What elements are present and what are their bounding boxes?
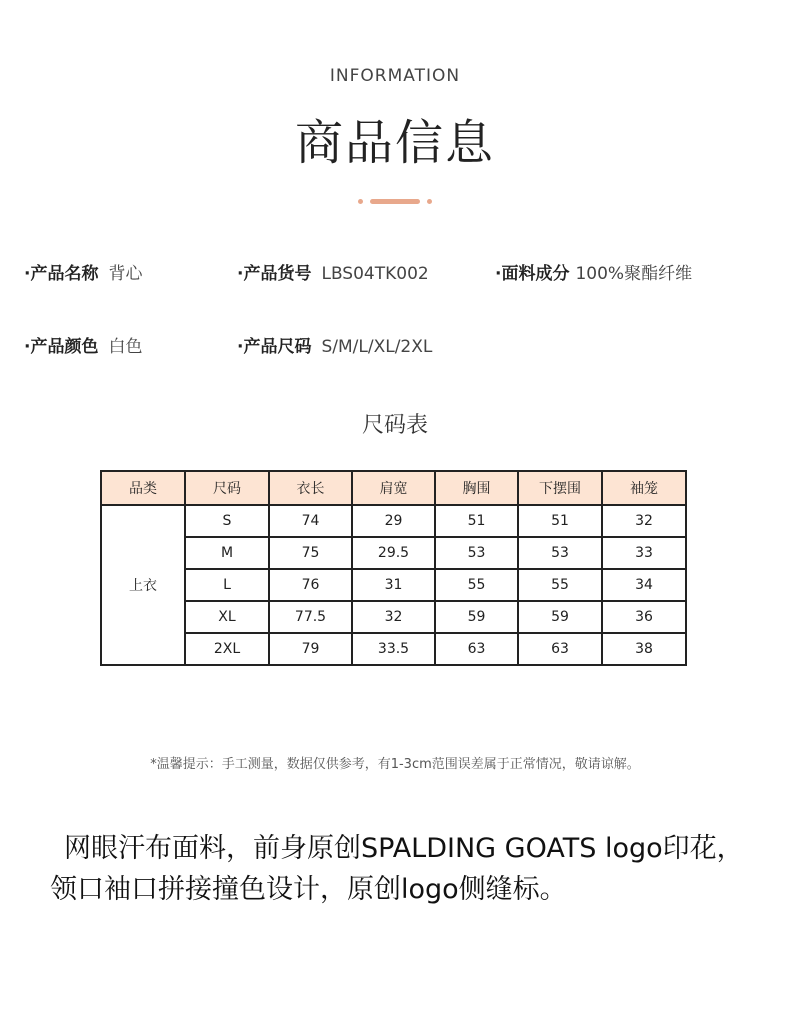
table-row bbox=[101, 633, 686, 665]
table-cell: XL bbox=[185, 601, 269, 633]
info-color bbox=[24, 332, 142, 357]
table-cell: 77.5 bbox=[269, 601, 352, 633]
table-cell: 2XL bbox=[185, 633, 269, 665]
info-value: S/M/L/XL/2XL bbox=[321, 337, 433, 357]
page-title: 商品信息 bbox=[294, 115, 495, 171]
info-label: ·面料成分 bbox=[495, 264, 570, 284]
table-cell: 32 bbox=[602, 505, 686, 537]
info-value: 背心 bbox=[108, 264, 143, 284]
table-cell: 59 bbox=[435, 601, 518, 633]
table-row bbox=[101, 601, 686, 633]
table-cell: 55 bbox=[435, 569, 518, 601]
header-cell: 下摆围 bbox=[518, 471, 602, 505]
info-label: ·产品货号 bbox=[237, 264, 312, 284]
table-cell: 29 bbox=[352, 505, 435, 537]
info-fabric bbox=[495, 259, 692, 284]
table-cell: L bbox=[185, 569, 269, 601]
header-cell: 肩宽 bbox=[352, 471, 435, 505]
table-cell: 53 bbox=[435, 537, 518, 569]
measurement-note: *温馨提示：手工测量，数据仅供参考，有1-3cm范围误差属于正常情况，敬请谅解。 bbox=[150, 757, 640, 772]
category-cell: 上衣 bbox=[101, 505, 185, 665]
table-cell: 74 bbox=[269, 505, 352, 537]
header-cell: 胸围 bbox=[435, 471, 518, 505]
size-table-title: 尺码表 bbox=[361, 413, 428, 438]
table-cell: 33 bbox=[602, 537, 686, 569]
info-value: 白色 bbox=[108, 337, 143, 357]
header-cell: 品类 bbox=[101, 471, 185, 505]
table-row bbox=[101, 505, 686, 537]
header-cell: 袖笼 bbox=[602, 471, 686, 505]
info-label: ·产品尺码 bbox=[237, 337, 312, 357]
table-cell: 38 bbox=[602, 633, 686, 665]
header-cell: 尺码 bbox=[185, 471, 269, 505]
divider-dot-left bbox=[358, 199, 363, 204]
table-cell: 63 bbox=[518, 633, 602, 665]
table-cell: 32 bbox=[352, 601, 435, 633]
size-table bbox=[100, 470, 687, 666]
table-cell: 63 bbox=[435, 633, 518, 665]
info-value: 100%聚酯纤维 bbox=[575, 264, 693, 284]
size-table-header-row bbox=[101, 471, 686, 505]
table-cell: 79 bbox=[269, 633, 352, 665]
info-label: ·产品名称 bbox=[24, 264, 99, 284]
table-cell: 59 bbox=[518, 601, 602, 633]
info-value: LBS04TK002 bbox=[321, 264, 429, 284]
table-cell: M bbox=[185, 537, 269, 569]
title-divider bbox=[358, 198, 432, 204]
table-cell: S bbox=[185, 505, 269, 537]
table-cell: 51 bbox=[518, 505, 602, 537]
table-cell: 51 bbox=[435, 505, 518, 537]
table-cell: 33.5 bbox=[352, 633, 435, 665]
info-label: ·产品颜色 bbox=[24, 337, 99, 357]
product-description: 网眼汗布面料，前身原创SPALDING GOATS logo印花，领口袖口拼接撞色设计，原创logo侧缝标。 bbox=[50, 833, 744, 905]
table-cell: 55 bbox=[518, 569, 602, 601]
table-row bbox=[101, 537, 686, 569]
table-cell: 34 bbox=[602, 569, 686, 601]
info-product-code bbox=[237, 259, 429, 284]
divider-bar bbox=[370, 199, 420, 204]
table-cell: 36 bbox=[602, 601, 686, 633]
table-cell: 53 bbox=[518, 537, 602, 569]
header-cell: 衣长 bbox=[269, 471, 352, 505]
info-product-name bbox=[24, 259, 142, 284]
table-cell: 75 bbox=[269, 537, 352, 569]
table-cell: 31 bbox=[352, 569, 435, 601]
table-cell: 29.5 bbox=[352, 537, 435, 569]
section-eyebrow: INFORMATION bbox=[329, 66, 461, 86]
info-sizes bbox=[237, 332, 432, 357]
table-cell: 76 bbox=[269, 569, 352, 601]
table-row bbox=[101, 569, 686, 601]
divider-dot-right bbox=[427, 199, 432, 204]
